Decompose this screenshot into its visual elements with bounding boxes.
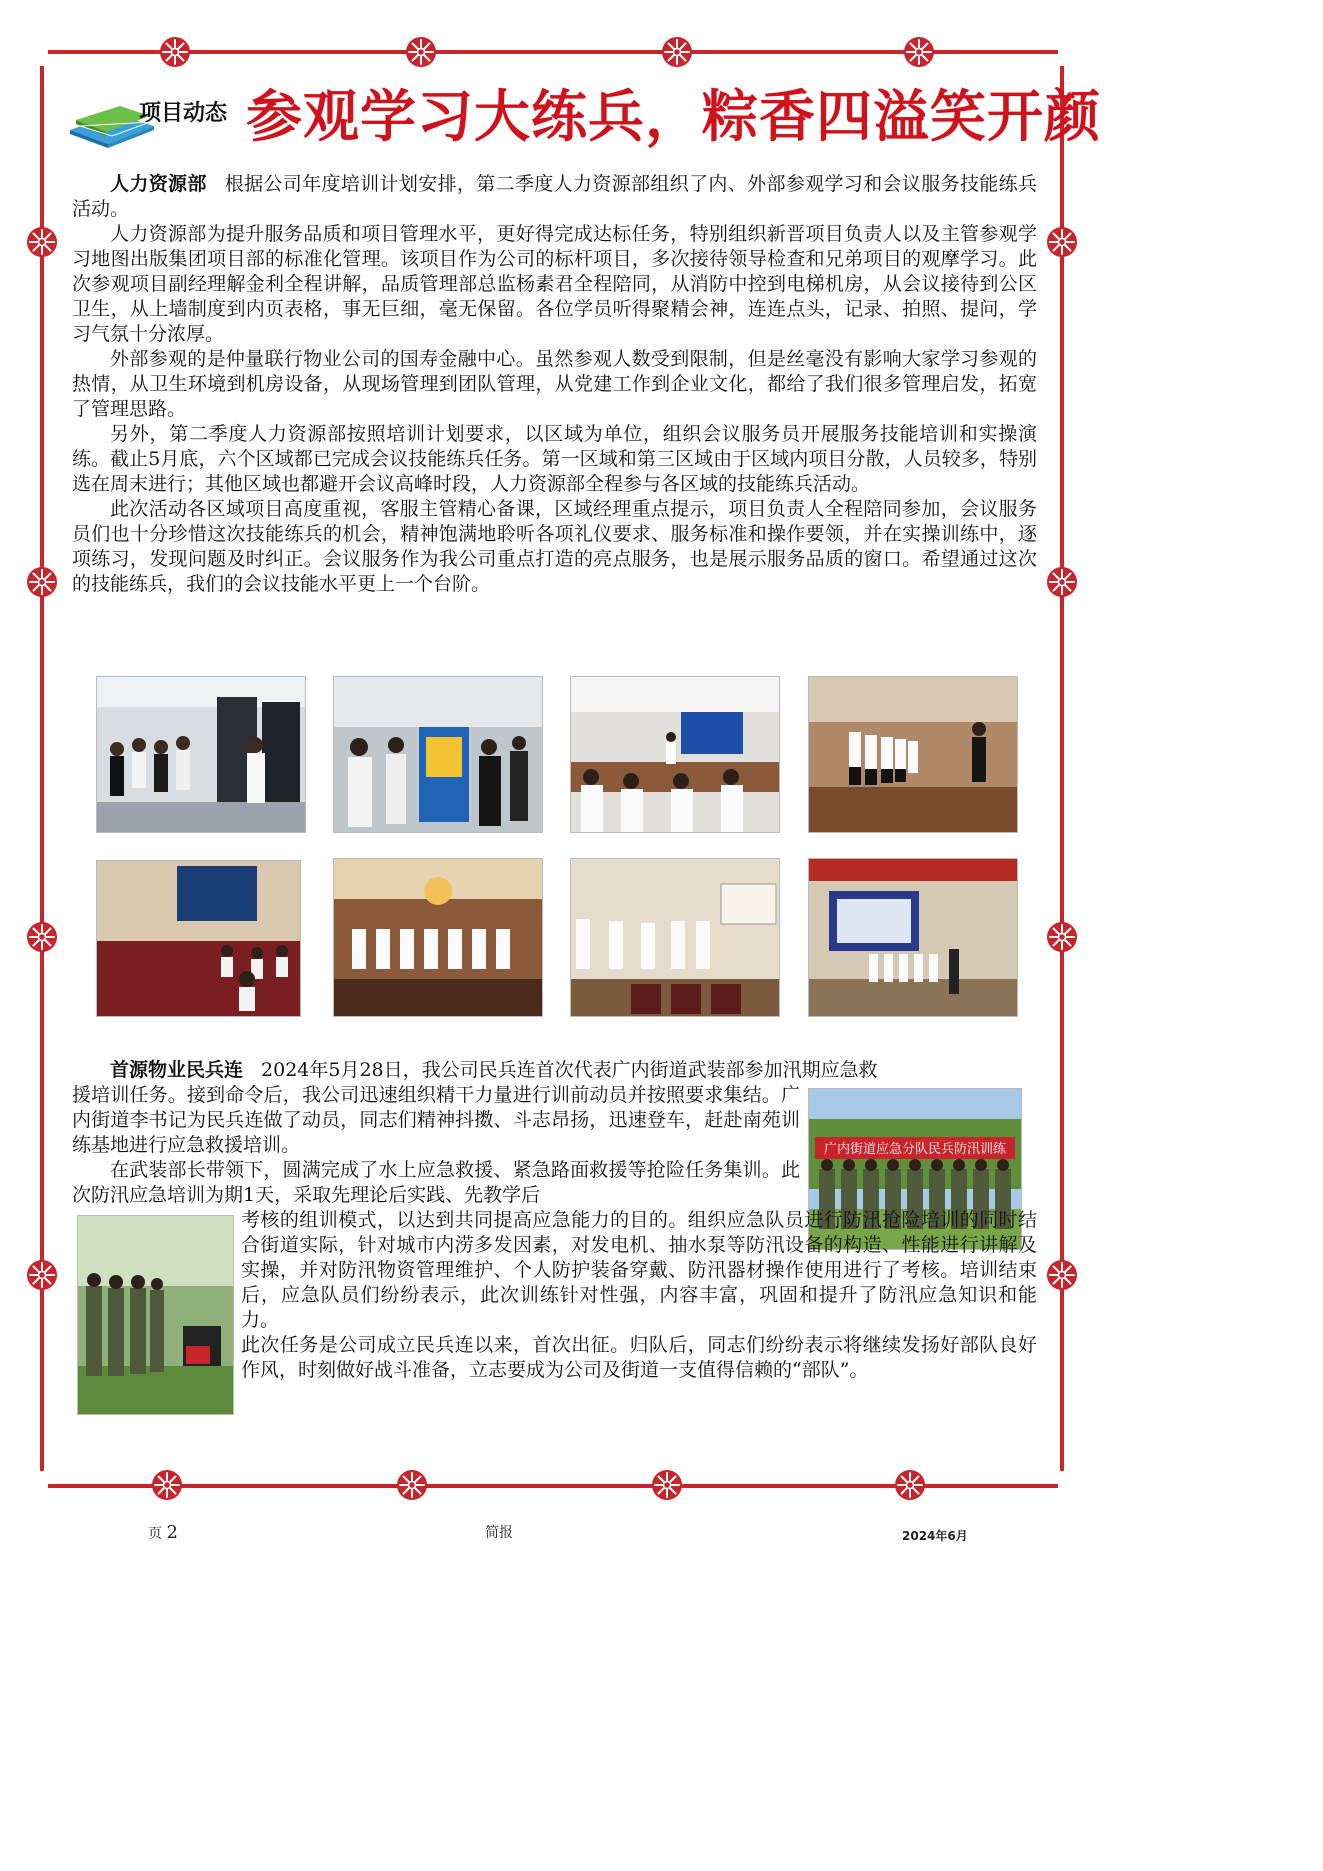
page-number: 页 2 (148, 1522, 178, 1543)
snowflake-icon (25, 920, 59, 954)
snowflake-icon (650, 1468, 684, 1502)
photo-office-lineup (570, 858, 780, 1017)
photo-hall-lineup (333, 858, 543, 1017)
page-title: 参观学习大练兵，粽香四溢笑开颜 (246, 85, 1101, 150)
snowflake-icon (893, 1468, 927, 1502)
footer-center: 简报 (485, 1525, 513, 1541)
snowflake-icon (902, 35, 936, 69)
article-paragraph: 此次活动各区域项目高度重视，客服主管精心备课，区域经理重点提示，项目负责人全程陪同参加，会议服务员们也十分珍惜这次技能练兵的机会，精神饱满地聆听各项礼仪要求、服务标准和操作要领，并在实操训练中，逐项练习，发现问题及时纠正。会议服务作为我公司重点打造的亮点服务，也是展示服务品质的窗口。希望通过这次的技能练兵，我们的会议技能水平更上一个台阶。 (72, 498, 1037, 595)
photo-etiquette-lineup (808, 676, 1018, 833)
snowflake-icon (150, 1468, 184, 1502)
article-paragraph: 此次任务是公司成立民兵连以来，首次出征。归队后，同志们纷纷表示将继续发扬好部队良好作风，时刻做好战斗准备，立志要成为公司及街道一支值得信赖的“部队”。 (241, 1334, 1037, 1381)
snowflake-icon (404, 35, 438, 69)
article-lead: 人力资源部 (110, 173, 207, 195)
photo-conference-room (96, 860, 301, 1017)
article-hr-training (72, 172, 1037, 597)
snowflake-icon (25, 565, 59, 599)
article-paragraph: 另外，第二季度人力资源部按照培训计划要求，以区域为单位，组织会议服务员开展服务技能培训和实操演练。截止5月底，六个区域都已完成会议技能练兵任务。第一区域和第三区域由于区域内项目分散，人员较多，特别选在周末进行；其他区域也都避开会议高峰时段，人力资源部全程参与各区域的技能练兵活动。 (72, 423, 1037, 495)
article-lead: 首源物业民兵连 (110, 1059, 244, 1081)
banner-text: 广内街道应急分队民兵防汛训练 (823, 1142, 1007, 1157)
snowflake-icon (25, 225, 59, 259)
photo-equipment-visit (333, 676, 543, 833)
snowflake-icon (25, 1258, 59, 1292)
article-paragraph: 外部参观的是仲量联行物业公司的国寿金融中心。虽然参观人数受到限制，但是丝毫没有影响大家学习参观的热情，从卫生环境到机房设备，从现场管理到团队管理，从党建工作到企业文化，都给了我们很多管理启发，拓宽了管理思路。 (72, 348, 1037, 420)
footer-date: 2024年6月 (902, 1529, 968, 1543)
section-label: 项目动态 (139, 101, 228, 126)
article-militia-line1: 首源物业民兵连 2024年5月28日，我公司民兵连首次代表广内街道武装部参加汛期应急救 (110, 1059, 878, 1081)
article-paragraph: 考核的组训模式，以达到共同提高应急能力的目的。组织应急队员进行防汛抢险培训的同时结合街道实际，针对城市内涝多发因素，对发电机、抽水泵等防汛设备的构造、性能进行讲解及实操，并对防汛物资管理维护、个人防护装备穿戴、防汛器材操作使用进行了考核。培训结束后，应急队员们纷纷表示，此次训练针对性强，内容丰富，巩固和提升了防汛应急知识和能力。 (241, 1209, 1037, 1331)
article-militia-left-column (72, 1083, 800, 1208)
photo-training-screen (808, 858, 1018, 1017)
article-paragraph: 人力资源部 根据公司年度培训计划安排，第二季度人力资源部组织了内、外部参观学习和会议服务技能练兵活动。 (72, 173, 1037, 220)
article-paragraph: 援培训任务。接到命令后，我公司迅速组织精干力量进行训前动员并按照要求集结。广内街道李书记为民兵连做了动员，同志们精神抖擞、斗志昂扬，迅速登车，赶赴南苑训练基地进行应急救援培训。 (72, 1084, 800, 1156)
photo-meeting-training (570, 676, 780, 833)
snowflake-icon (660, 35, 694, 69)
snowflake-icon (1045, 225, 1079, 259)
snowflake-icon (158, 35, 192, 69)
snowflake-icon (395, 1468, 429, 1502)
snowflake-icon (1045, 1258, 1079, 1292)
article-paragraph: 在武装部长带领下，圆满完成了水上应急救援、紧急路面救援等抢险任务集训。此次防汛应急培训为期1天，采取先理论后实践、先教学后 (72, 1159, 800, 1206)
photo-militia-pump-training (77, 1215, 234, 1415)
article-paragraph: 人力资源部为提升服务品质和项目管理水平，更好得完成达标任务，特别组织新晋项目负责人以及主管参观学习地图出版集团项目部的标准化管理。该项目作为公司的标杆项目，多次接待领导检查和兄弟项目的观摩学习。此次参观项目副经理解金利全程讲解，品质管理部总监杨素君全程陪同，从消防中控到电梯机房，从会议接待到公区卫生，从上墙制度到内页表格，事无巨细，毫无保留。各位学员听得聚精会神，连连点头，记录、拍照、提问，学习气氛十分浓厚。 (72, 223, 1037, 345)
article-militia-right-column (241, 1208, 1037, 1383)
photo-server-room-visit (96, 676, 306, 833)
snowflake-icon (1045, 920, 1079, 954)
snowflake-icon (1045, 565, 1079, 599)
